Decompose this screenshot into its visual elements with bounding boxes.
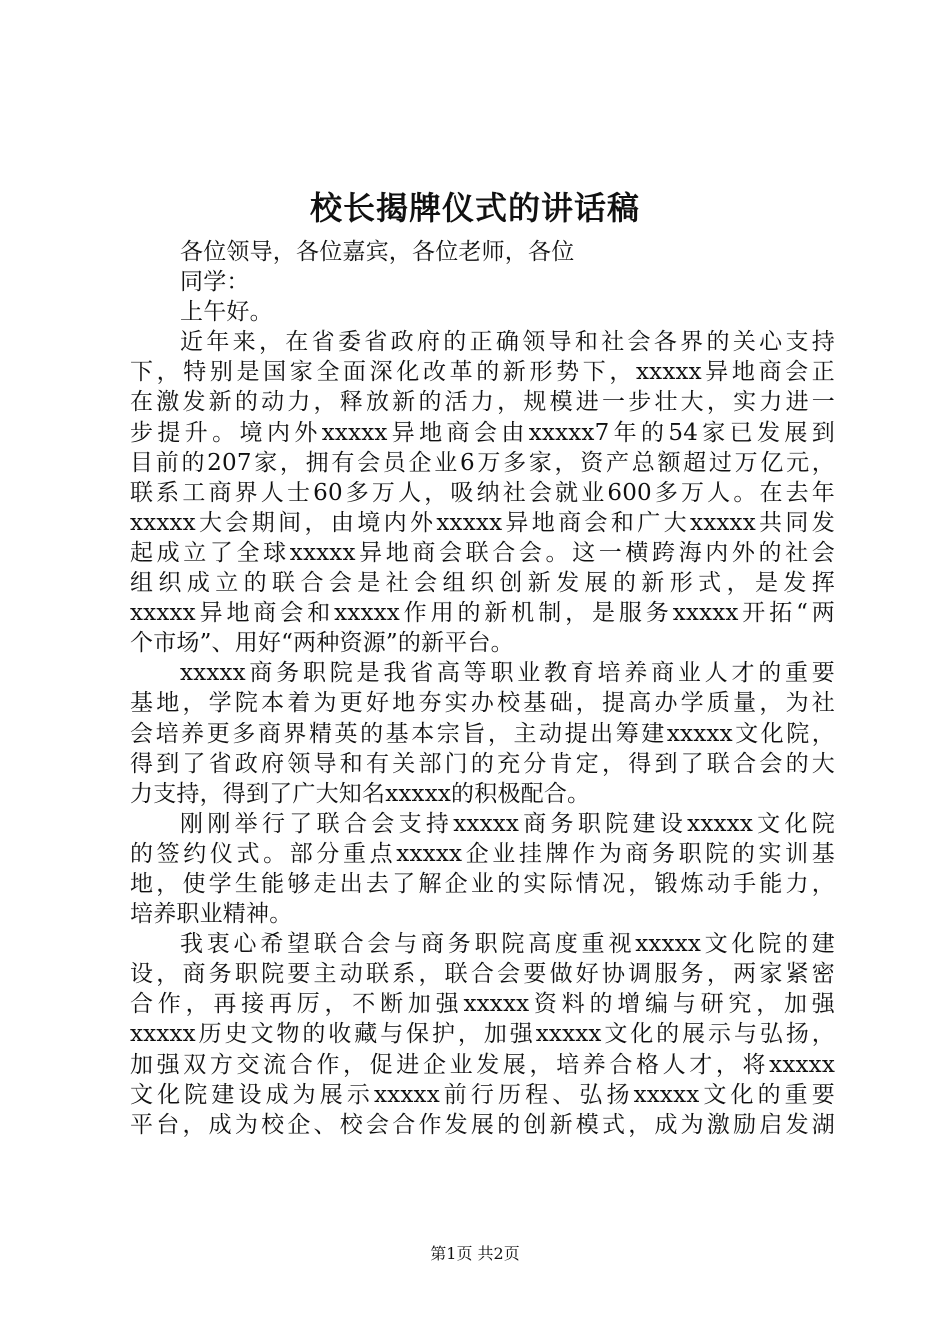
text-line: 组织成立的联合会是社会组织创新发展的新形式，是发挥 bbox=[130, 570, 835, 597]
text-line: 培养职业精神。 bbox=[130, 901, 293, 928]
text-line: 各位领导，各位嘉宾，各位老师，各位 bbox=[180, 239, 575, 265]
text-line: 地，使学生能够走出去了解企业的实际情况，锻炼动手能力， bbox=[130, 870, 835, 897]
text-line: 的签约仪式。部分重点xxxxx企业挂牌作为商务职院的实训基 bbox=[130, 840, 835, 867]
text-line: 设，商务职院要主动联系，联合会要做好协调服务，两家紧密 bbox=[130, 961, 835, 988]
document-body bbox=[130, 237, 835, 1140]
text-line: 同学： bbox=[180, 269, 250, 296]
document-title: 校长揭牌仪式的讲话稿 bbox=[309, 189, 640, 227]
text-line: 平台，成为校企、校会合作发展的创新模式，成为激励启发湖 bbox=[130, 1111, 835, 1138]
text-line: 合作，再接再厉，不断加强xxxxx资料的增编与研究，加强 bbox=[130, 991, 835, 1018]
text-line: 近年来，在省委省政府的正确领导和社会各界的关心支持 bbox=[180, 329, 835, 356]
text-line: 个市场”、用好“两种资源”的新平台。 bbox=[130, 630, 514, 657]
text-line: 联系工商界人士60多万人，吸纳社会就业600多万人。在去年 bbox=[130, 479, 835, 506]
text-line: 加强双方交流合作，促进企业发展，培养合格人才，将xxxxx bbox=[130, 1051, 835, 1078]
text-line: 起成立了全球xxxxx异地商会联合会。这一横跨海内外的社会 bbox=[130, 539, 835, 566]
text-line: 会培养更多商界精英的基本宗旨，主动提出筹建xxxxx文化院， bbox=[130, 720, 835, 747]
page-number-footer: 第1页 共2页 bbox=[430, 1244, 520, 1263]
text-line: 步提升。境内外xxxxx异地商会由xxxxx7年的54家已发展到 bbox=[130, 419, 835, 446]
text-line: xxxxx异地商会和xxxxx作用的新机制，是服务xxxxx开拓“两 bbox=[130, 600, 835, 627]
text-line: 力支持，得到了广大知名xxxxx的积极配合。 bbox=[130, 780, 591, 807]
text-line: 得到了省政府领导和有关部门的充分肯定，得到了联合会的大 bbox=[130, 750, 835, 777]
text-line: 文化院建设成为展示xxxxx前行历程、弘扬xxxxx文化的重要 bbox=[130, 1081, 835, 1108]
text-line: xxxxx大会期间，由境内外xxxxx异地商会和广大xxxxx共同发 bbox=[130, 509, 835, 536]
text-line: 下，特别是国家全面深化改革的新形势下，xxxxx异地商会正 bbox=[130, 359, 835, 386]
text-line: xxxxx历史文物的收藏与保护，加强xxxxx文化的展示与弘扬， bbox=[130, 1021, 835, 1048]
text-line: xxxxx商务职院是我省高等职业教育培养商业人才的重要 bbox=[180, 660, 835, 687]
text-line: 刚刚举行了联合会支持xxxxx商务职院建设xxxxx文化院 bbox=[180, 810, 835, 837]
text-line: 基地，学院本着为更好地夯实办校基础，提高办学质量，为社 bbox=[130, 690, 835, 717]
text-line: 在激发新的动力，释放新的活力，规模进一步壮大，实力进一 bbox=[130, 389, 835, 416]
text-line: 目前的207家，拥有会员企业6万多家，资产总额超过万亿元， bbox=[130, 449, 835, 476]
text-line: 上午好。 bbox=[180, 299, 273, 326]
text-line: 我衷心希望联合会与商务职院高度重视xxxxx文化院的建 bbox=[180, 931, 835, 958]
